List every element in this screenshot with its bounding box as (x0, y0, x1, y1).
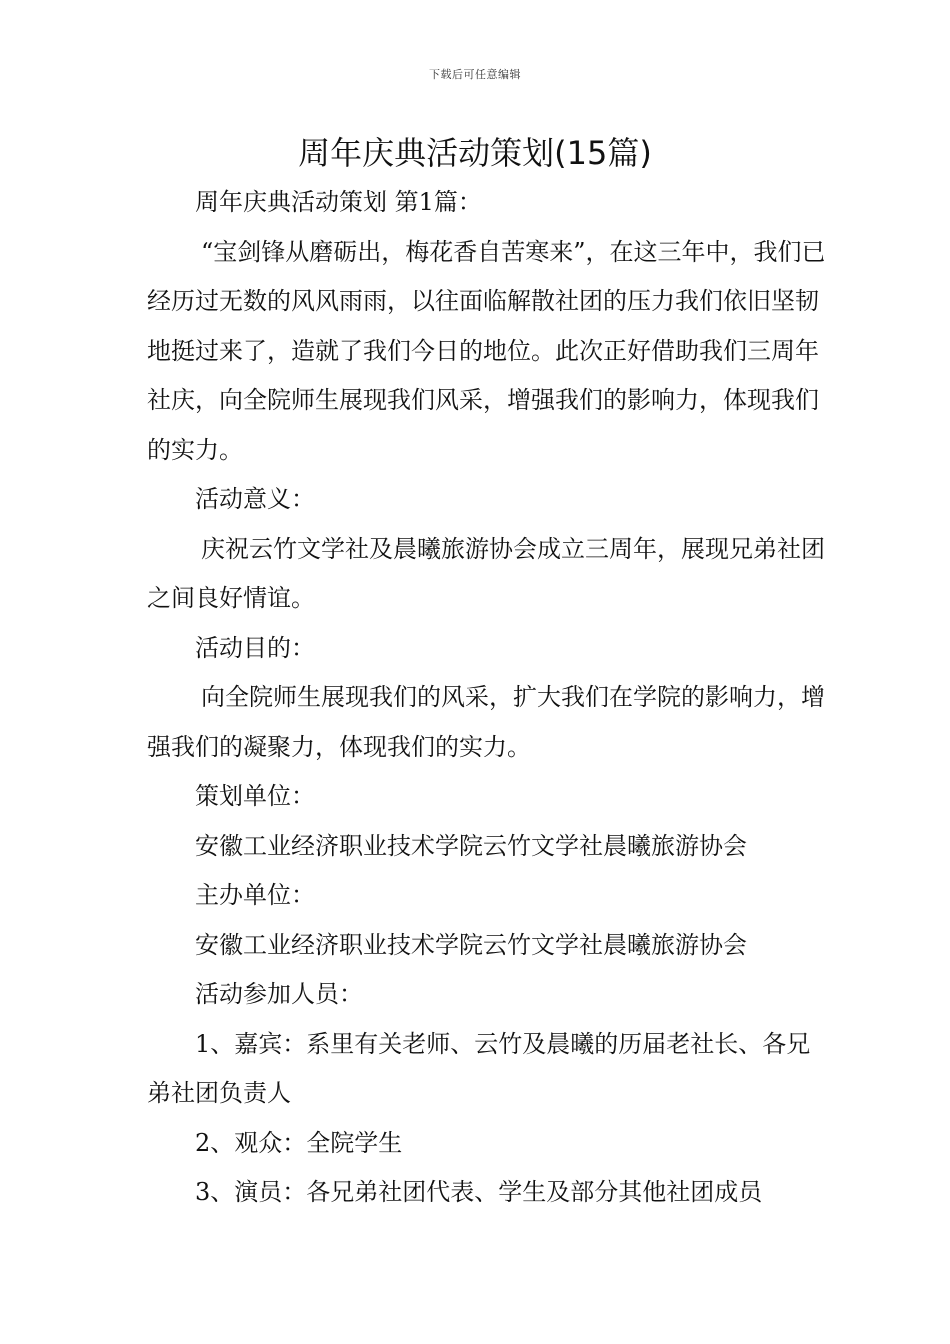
paragraph-organizer: 安徽工业经济职业技术学院云竹文学社晨曦旅游协会 (195, 930, 747, 959)
paragraph-meaning: 庆祝云竹文学社及晨曦旅游协会成立三周年，展现兄弟社团之间良好情谊。 (147, 534, 825, 612)
list-item-audience: 2、观众：全院学生 (195, 1128, 403, 1157)
document-title: 周年庆典活动策划(15篇) (298, 134, 652, 172)
paragraph-participants-label: 活动参加人员： (195, 980, 363, 1008)
paragraph-purpose: 向全院师生展现我们的风采，扩大我们在学院的影响力，增强我们的凝聚力，体现我们的实力。 (147, 683, 825, 761)
paragraph-organizer-label: 主办单位： (195, 881, 315, 909)
document-body (147, 178, 827, 1218)
paragraph-heading-part1: 周年庆典活动策划 第1篇： (195, 188, 482, 216)
paragraph-intro: “宝剑锋从磨砺出，梅花香自苦寒来”，在这三年中，我们已经历过无数的风风雨雨，以往面临解散社团的压力我们依旧坚韧地挺过来了，造就了我们今日的地位。此次正好借助我们三周年社庆，向全院师生展现我们风采，增强我们的影响力，体现我们的实力。 (147, 237, 826, 464)
paragraph-purpose-label: 活动目的： (195, 633, 315, 662)
list-item-guests: 1、嘉宾：系里有关老师、云竹及晨曦的历届老社长、各兄弟社团负责人 (147, 1029, 811, 1107)
paragraph-planner: 安徽工业经济职业技术学院云竹文学社晨曦旅游协会 (195, 831, 747, 860)
paragraph-planner-label: 策划单位： (195, 782, 315, 810)
list-item-performers: 3、演员：各兄弟社团代表、学生及部分其他社团成员 (195, 1178, 763, 1206)
header-note: 下载后可任意编辑 (429, 68, 521, 81)
paragraph-meaning-label: 活动意义： (195, 485, 315, 513)
